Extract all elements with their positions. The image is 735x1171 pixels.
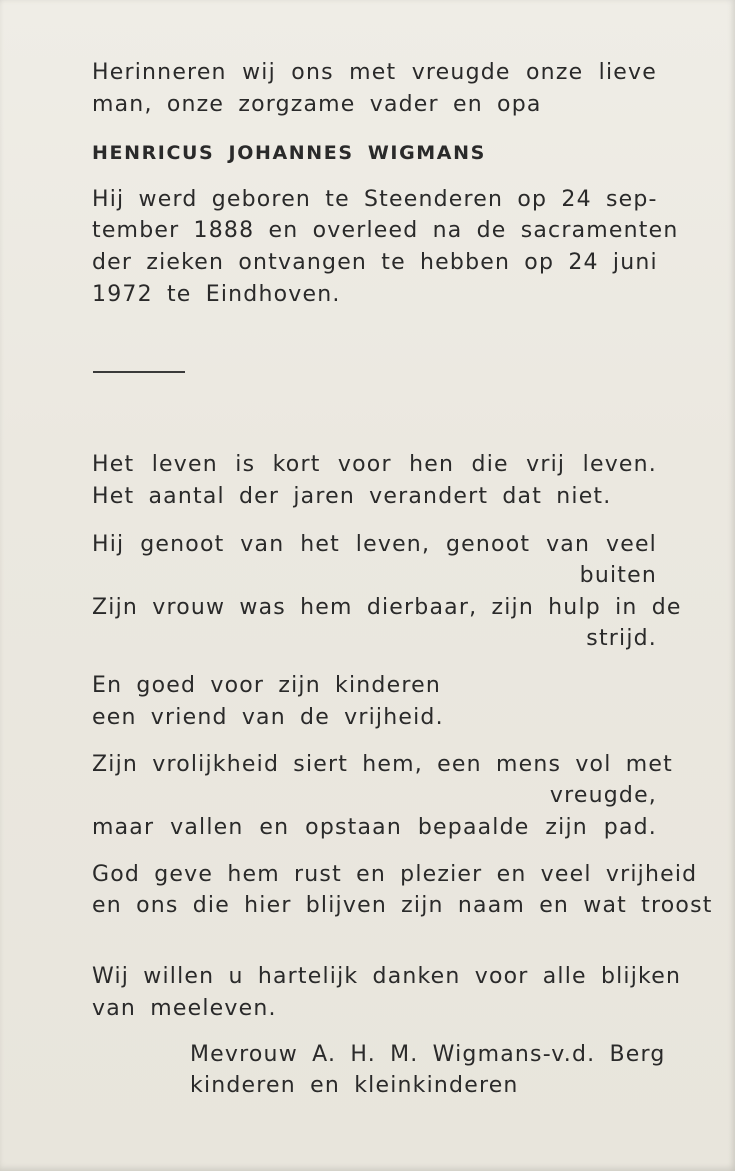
thanks-line-2: van meeleven. [92,996,277,1021]
intro-line-2: man, onze zorgzame vader en opa [92,92,542,117]
poem-line-13: en ons die hier blijven zijn naam en wat troost [92,893,713,918]
signature-line-1: Mevrouw A. H. M. Wigmans-v.d. Berg [190,1042,666,1067]
signature-line-2: kinderen en kleinkinderen [190,1073,519,1098]
poem-line-9: Zijn vrolijkheid siert hem, een mens vol met [92,752,673,777]
poem-line-8: een vriend van de vrijheid. [92,705,444,730]
poem-line-7: En goed voor zijn kinderen [92,673,441,698]
poem-line-3: Hij genoot van het leven, genoot van veel [92,532,657,557]
poem-line-11: maar vallen en opstaan bepaalde zijn pad. [92,815,657,840]
poem-line-10: vreugde, [549,783,657,808]
thanks-line-1: Wij willen u hartelijk danken voor alle blijken [92,964,682,989]
divider-rule [93,371,185,373]
intro-line-1: Herinneren wij ons met vreugde onze lieve [92,60,657,85]
biography-line-2: tember 1888 en overleed na de sacramenten [92,218,679,243]
biography-line-1: Hij werd geboren te Steenderen op 24 sep- [92,187,658,212]
poem-line-5: Zijn vrouw was hem dierbaar, zijn hulp in de [92,595,682,620]
poem-line-6: strijd. [586,626,657,651]
biography-line-4: 1972 te Eindhoven. [92,282,341,307]
biography-line-3: der zieken ontvangen te hebben op 24 juni [92,250,658,275]
poem-line-2: Het aantal der jaren verandert dat niet. [92,484,612,509]
poem-line-12: God geve hem rust en plezier en veel vrijheid [92,862,698,887]
deceased-name: HENRICUS JOHANNES WIGMANS [92,142,486,164]
poem-line-4: buiten [579,563,657,588]
poem-line-1: Het leven is kort voor hen die vrij leven. [92,452,657,477]
